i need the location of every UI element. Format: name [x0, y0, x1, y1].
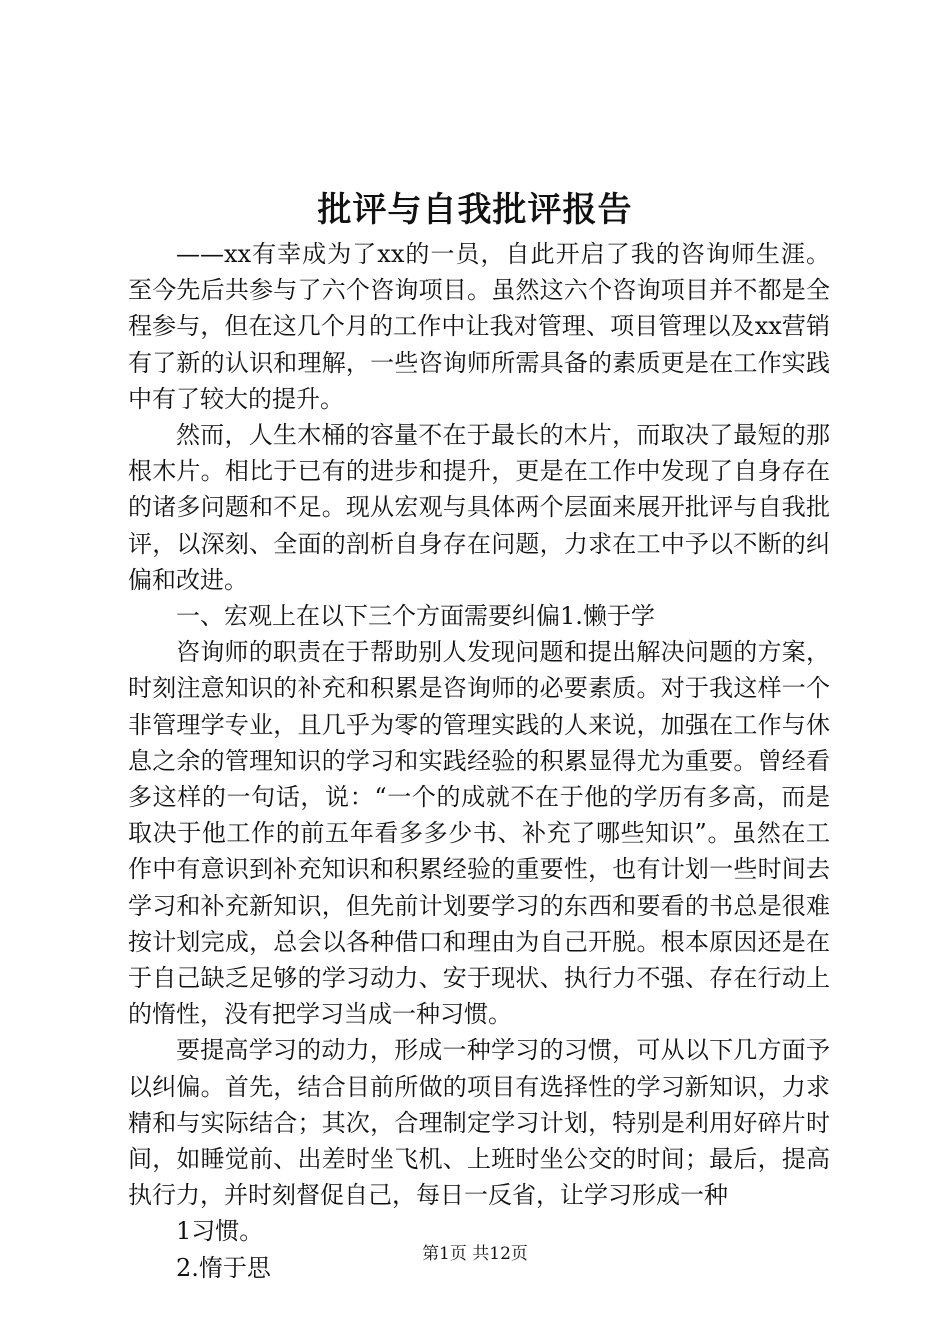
paragraph-intro: ——xx有幸成为了xx的一员，自此开启了我的咨询师生涯。至今先后共参与了六个咨询项目。虽然这六个咨询项目并不都是全程参与，但在这几个月的工作中让我对管理、项目管理以及xx营销有了新的认识和理解，一些咨询师所需具备的素质更是在工作实践中有了较大的提升。	[128, 240, 830, 413]
document-body	[128, 236, 830, 1286]
section-heading-macro: 一、宏观上在以下三个方面需要纠偏1.懒于学	[176, 602, 655, 631]
paragraph-shortcoming: 然而，人生木桶的容量不在于最长的木片，而取决了最短的那根木片。相比于已有的进步和提升，更是在工作中发现了自身存在的诸多问题和不足。现从宏观与具体两个层面来展开批评与自我批评，以深刻、全面的剖析自身存在问题，力求在工中予以不断的纠偏和改进。	[128, 421, 830, 594]
paragraph-habit: 1习惯。	[176, 1217, 264, 1246]
paragraph-learning-correction: 要提高学习的动力，形成一种学习的习惯，可从以下几方面予以纠偏。首先，结合目前所做的项目有选择性的学习新知识，力求精和与实际结合；其次，合理制定学习计划，特别是利用好碎片时间，如睡觉前、出差时坐飞机、上班时坐公交的时间；最后，提高执行力，并时刻督促自己，每日一反省，让学习形成一种	[128, 1036, 830, 1210]
page-footer: 第1页 共12页	[422, 1244, 528, 1264]
paragraph-learning-problem: 咨询师的职责在于帮助别人发现问题和提出解决问题的方案，时刻注意知识的补充和积累是咨询师的必要素质。对于我这样一个非管理学专业，且几乎为零的管理实践的人来说，加强在工作与休息之余的管理知识的学习和实践经验的积累显得尤为重要。曾经看多这样的一句话，说：“一个的成就不在于他的学历有多高，而是取决于他工作的前五年看多多少书、补充了哪些知识”。虽然在工作中有意识到补充知识和积累经验的重要性，也有计划一些时间去学习和补充新知识，但先前计划要学习的东西和要看的书总是很难按计划完成，总会以各种借口和理由为自己开脱。根本原因还是在于自己缺乏足够的学习动力、安于现状、执行力不强、存在行动上的惰性，没有把学习当成一种习惯。	[128, 638, 830, 1029]
subheading-thinking: 2.惰于思	[176, 1253, 271, 1282]
document-title: 批评与自我批评报告	[317, 190, 633, 230]
